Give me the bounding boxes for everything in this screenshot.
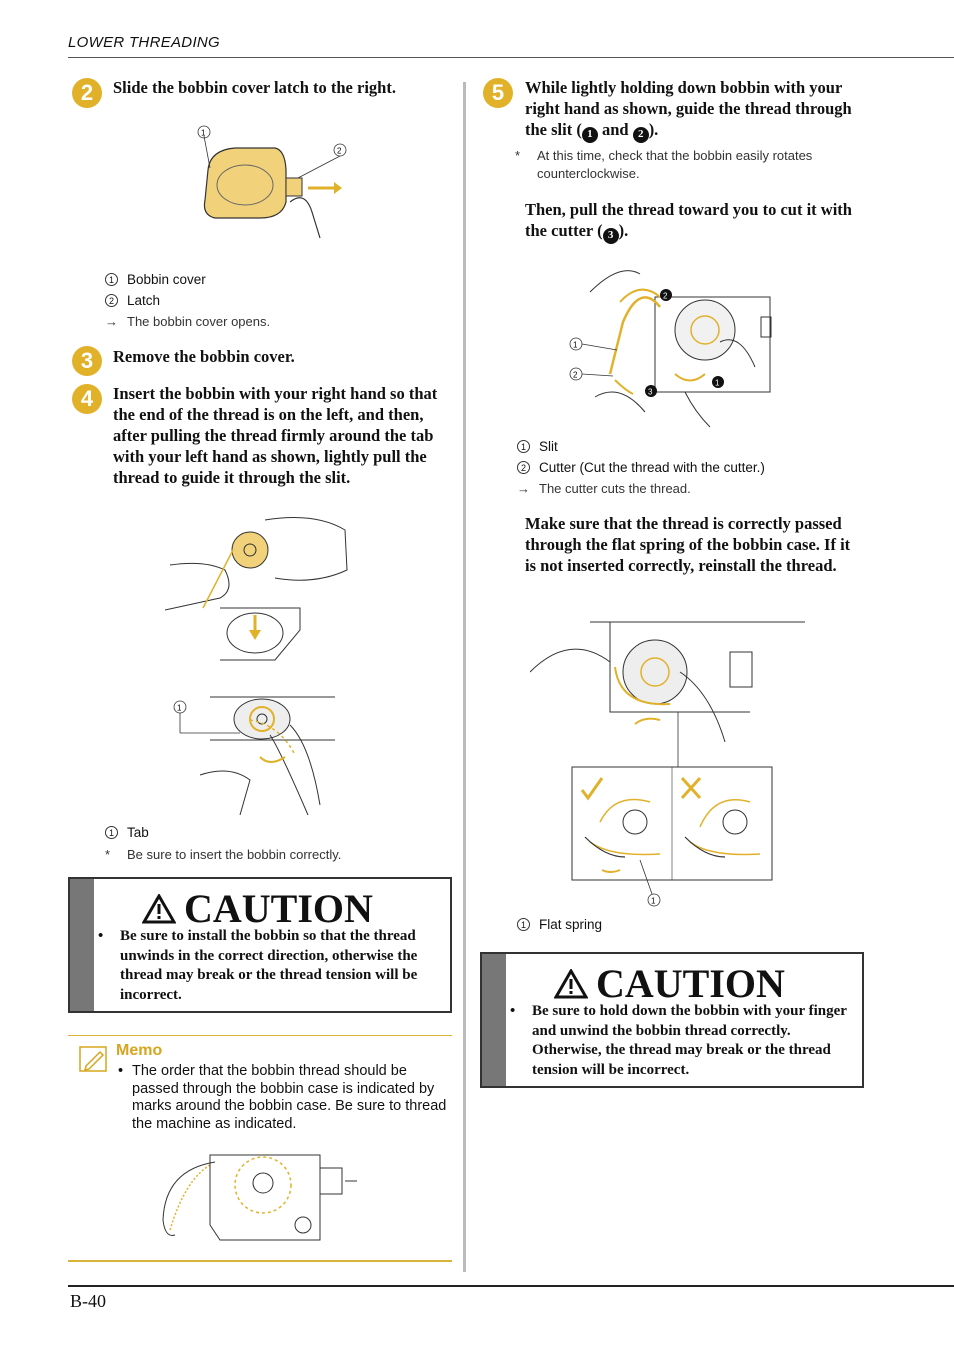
caution-title-1: CAUTION (142, 885, 373, 932)
step-4-text: Insert the bobbin with your right hand so that the end of the thread is on the left, and then, after pulling the thread firmly around the tab with your left hand as shown, lightly pull the thread to guide it through the slit. (113, 384, 438, 487)
legend-bobbin-cover: 1 Bobbin cover (105, 272, 206, 287)
legend-cutter: 2 Cutter (Cut the thread with the cutter.) (517, 460, 765, 475)
warning-icon (554, 969, 588, 999)
legend-tab: 1 Tab (105, 825, 149, 840)
legend-slit: 1 Slit (517, 439, 558, 454)
header-rule (68, 57, 954, 58)
note-insert-correctly: * Be sure to insert the bobbin correctly. (105, 847, 342, 862)
footer-rule (68, 1285, 954, 1287)
step-5-text: While lightly holding down bobbin with your right hand as shown, guide the thread through the slit ( 1 and 2 ). (525, 77, 865, 143)
bobbin-case-marks-illustration (155, 1150, 365, 1245)
warning-icon (142, 894, 176, 924)
svg-text:1: 1 (177, 703, 182, 713)
memo-text: • The order that the bobbin thread should be passed through the bobbin case is indicated by marks around the bobbin case. Be sure to thread the machine as indicated. (118, 1063, 447, 1132)
svg-text:1: 1 (201, 128, 206, 138)
guide-thread-tab-illustration (170, 685, 350, 820)
caution-title-2: CAUTION (554, 960, 785, 1007)
memo-top-rule (68, 1035, 452, 1036)
result-cover-opens: → The bobbin cover opens. (105, 314, 271, 329)
memo-pencil-icon (78, 1044, 110, 1074)
column-divider (463, 82, 466, 1272)
svg-text:3: 3 (648, 387, 653, 397)
svg-text:2: 2 (337, 146, 342, 156)
step-5-cut-text: Then, pull the thread toward you to cut it with the cutter ( 3 ). (525, 199, 865, 244)
step-3-text: Remove the bobbin cover. (113, 347, 295, 366)
bobbin-cover-latch-illustration (190, 120, 350, 240)
section-title: LOWER THREADING (68, 34, 221, 51)
step-2-badge: 2 (72, 78, 102, 108)
step-5-badge: 5 (483, 78, 513, 108)
caution-box-1 (68, 877, 452, 1013)
memo-title: Memo (116, 1042, 163, 1059)
caution-bar (70, 879, 94, 1011)
page-number: B-40 (70, 1291, 106, 1311)
step-3-badge: 3 (72, 346, 102, 376)
svg-text:1: 1 (715, 378, 720, 388)
insert-bobbin-illustration (165, 510, 355, 665)
caution-text-2: • Be sure to hold down the bobbin with your finger and unwind the bobbin thread correctly. Otherwise, the thread may break or the thread tension will be incorrect. (510, 1003, 847, 1078)
svg-text:1: 1 (651, 896, 656, 906)
legend-flat-spring: 1 Flat spring (517, 917, 602, 932)
svg-text:2: 2 (663, 291, 668, 301)
note-bobbin-rotates: * At this time, check that the bobbin easily rotates counterclockwise. (515, 148, 813, 181)
step-2-text: Slide the bobbin cover latch to the right. (113, 78, 396, 97)
legend-latch: 2 Latch (105, 293, 160, 308)
svg-text:2: 2 (573, 370, 578, 380)
step-5-check-text: Make sure that the thread is correctly passed through the flat spring of the bobbin case. If it is not inserted correctly, reinstall the thread. (525, 514, 851, 575)
result-cutter-cuts: → The cutter cuts the thread. (517, 481, 691, 496)
step-4-badge: 4 (72, 384, 102, 414)
memo-bottom-rule (68, 1260, 452, 1262)
caution-box-2 (480, 952, 864, 1088)
caution-text-1: • Be sure to install the bobbin so that the thread unwinds in the correct direction, otherwise the thread may break or the thread tension will be incorrect. (98, 928, 418, 1003)
guide-thread-slit-illustration (565, 262, 780, 432)
flat-spring-illustration (530, 612, 815, 912)
caution-bar (482, 954, 506, 1086)
svg-text:1: 1 (573, 340, 578, 350)
